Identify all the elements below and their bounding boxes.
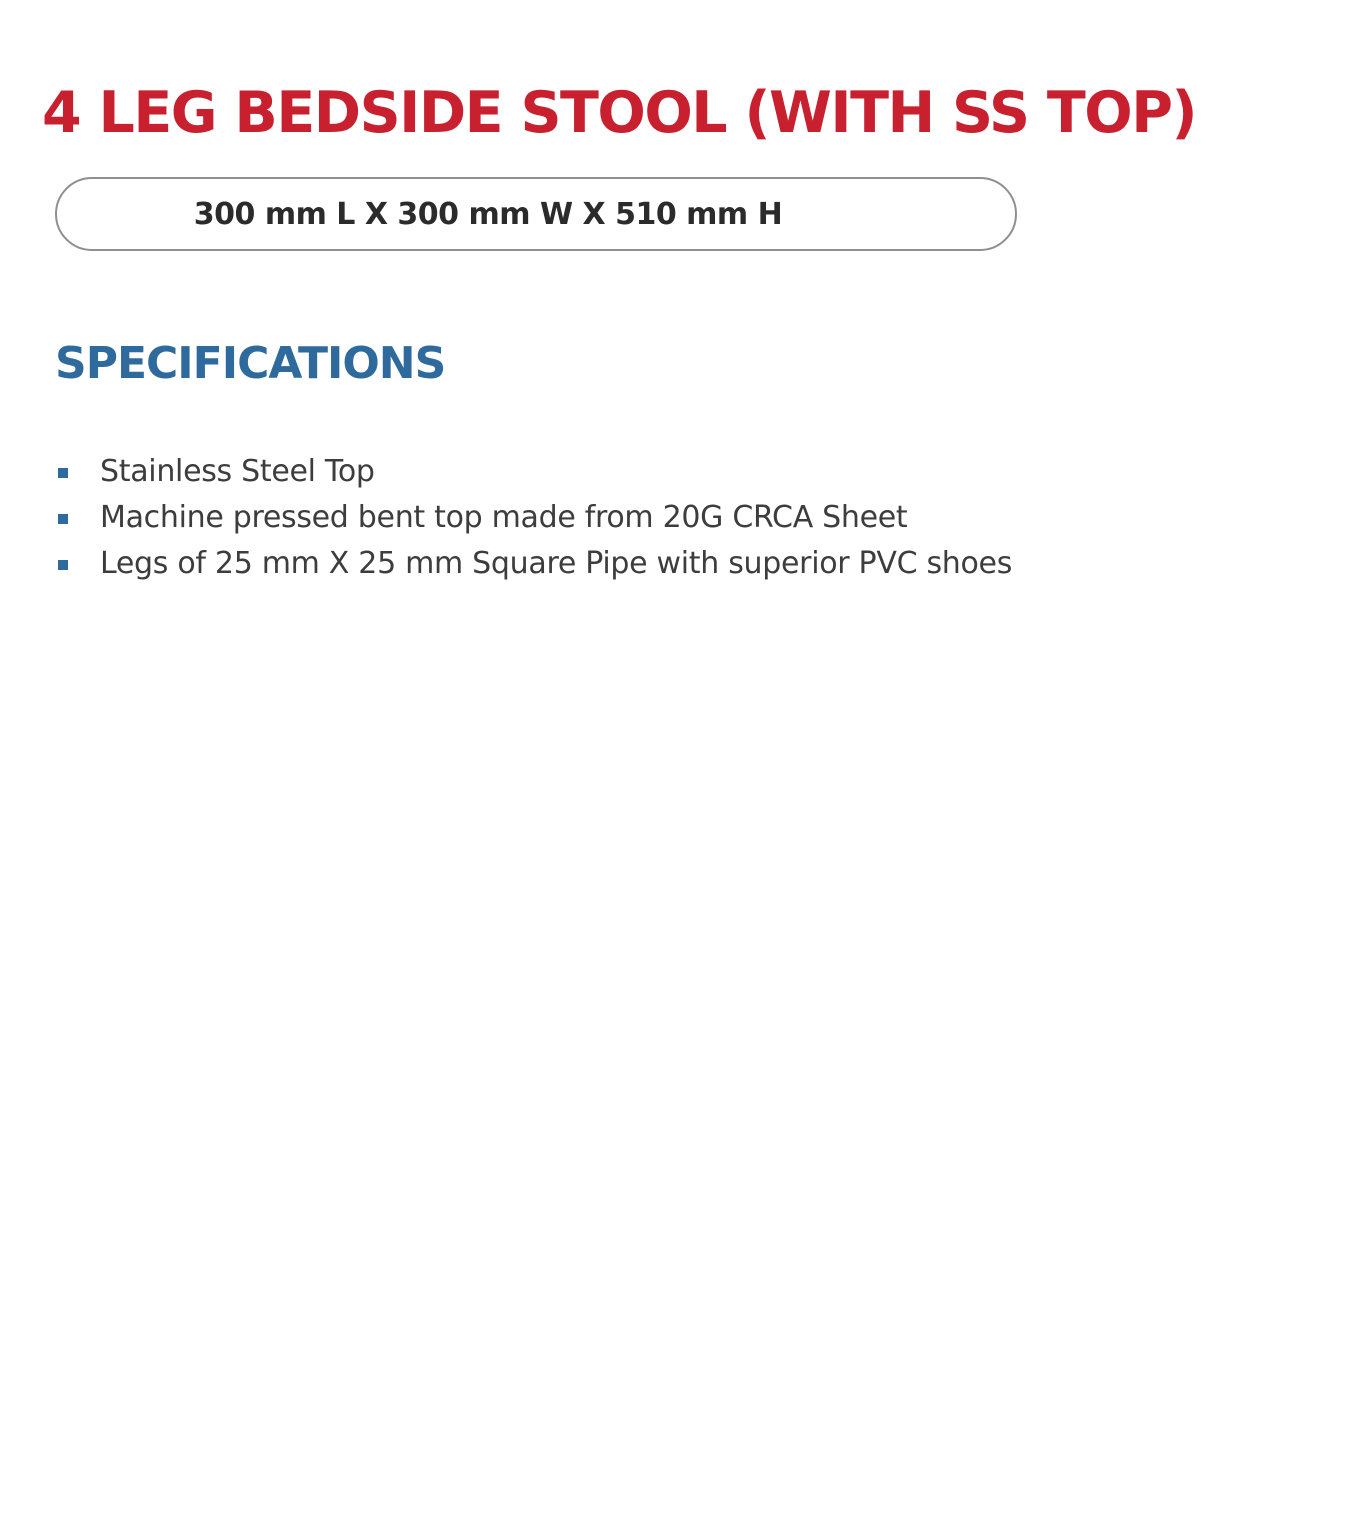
spec-item-text: Stainless Steel Top — [100, 454, 375, 489]
specifications-list — [58, 449, 1048, 587]
specifications-heading: SPECIFICATIONS — [55, 338, 446, 389]
square-bullet-icon — [58, 468, 68, 478]
spec-item — [58, 541, 1048, 587]
square-bullet-icon — [58, 514, 68, 524]
dimensions-text: 300 mm L X 300 mm W X 510 mm H — [193, 196, 783, 232]
spec-item-text: Legs of 25 mm X 25 mm Square Pipe with superior PVC shoes — [100, 546, 1013, 581]
spec-item — [58, 449, 1048, 495]
spec-item-text: Machine pressed bent top made from 20G CRCA Sheet — [100, 500, 908, 535]
spec-item — [58, 495, 1048, 541]
dimensions-badge — [55, 177, 1017, 251]
product-title: 4 LEG BEDSIDE STOOL (WITH SS TOP) — [42, 80, 1197, 146]
square-bullet-icon — [58, 560, 68, 570]
